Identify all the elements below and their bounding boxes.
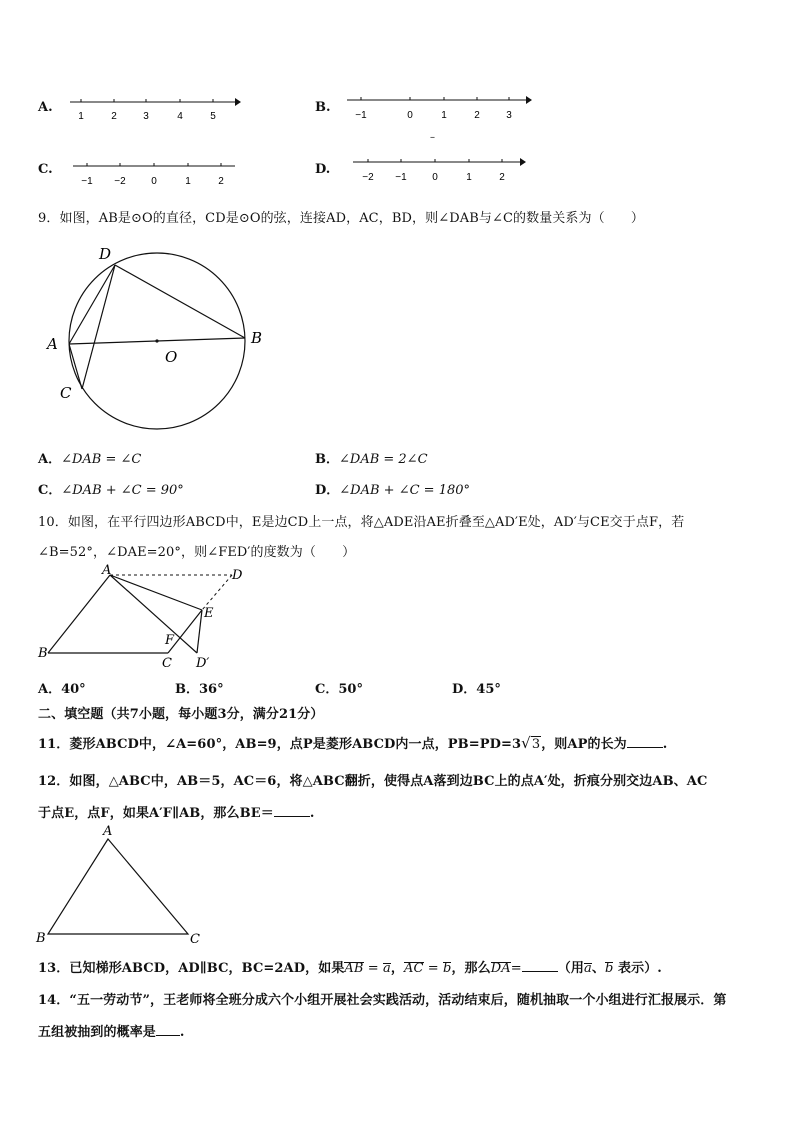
option-text: ∠DAB + ∠C = 180°: [339, 483, 471, 498]
label-b: B: [38, 646, 48, 661]
sqrt-symbol: √3: [521, 734, 541, 752]
tick-label: 0: [151, 176, 157, 187]
tick-label: 0: [407, 110, 413, 121]
label-a: A: [103, 824, 113, 839]
label-c: C: [162, 656, 172, 671]
q10-option-c: [315, 678, 363, 697]
q10-parallelogram-figure: [36, 562, 256, 674]
q8-option-b-label: B.: [315, 100, 331, 115]
option-label: D．: [315, 483, 340, 498]
vector-arrow-icon: [491, 962, 511, 963]
option-text: 50°: [338, 682, 363, 697]
tick-label: 2: [218, 176, 224, 187]
label-b: B: [251, 329, 263, 347]
q9-option-d: [315, 479, 470, 498]
q12-triangle-figure: [34, 822, 214, 948]
vector-arrow-label: AB: [344, 961, 364, 976]
q11-before: 11．菱形ABCD中，∠A=60°，AB=9，点P是菱形ABCD内一点，PB=PD=3: [38, 737, 522, 752]
option-text: ∠DAB = 2∠C: [339, 452, 428, 467]
vector-arrow-icon: [383, 963, 391, 964]
q13-text: [38, 957, 662, 976]
vector-arrow-icon: [344, 962, 363, 963]
q9-option-c: [38, 479, 184, 498]
stray-mark: –: [430, 132, 435, 143]
q11-text: [38, 733, 667, 752]
separator: 、: [591, 961, 605, 976]
tick-label: 1: [441, 110, 447, 121]
option-text: ∠DAB = ∠C: [61, 452, 142, 467]
label-c: C: [190, 932, 200, 947]
tick-label: −1: [395, 172, 407, 183]
vector-a: a: [583, 961, 592, 976]
tick-label: 2: [474, 110, 480, 121]
q14-line1: 14．“五一劳动节”，王老师将全班分成六个小组开展社会实践活动，活动结束后，随机抽取一个小组进行汇报展示．第: [38, 993, 727, 1008]
q8-option-d-number-line: [348, 154, 533, 188]
q10-option-d: [452, 678, 501, 697]
q12-end: .: [309, 806, 315, 821]
tick-label: 2: [499, 172, 505, 183]
label-d: D: [99, 245, 112, 263]
tick-label: 4: [177, 111, 183, 122]
q11-end: .: [662, 737, 668, 752]
q9-circle-figure: [40, 238, 280, 438]
option-label: A．: [38, 452, 62, 467]
option-label: B．: [315, 452, 339, 467]
tick-label: −2: [362, 172, 374, 183]
vector-arrow-label: AC: [404, 961, 424, 976]
q8-option-a-number-line: [65, 92, 245, 126]
tick-label: 1: [185, 176, 191, 187]
vector-arrow-icon: [443, 962, 451, 963]
q9-stem: 9．如图，AB是⊙O的直径，CD是⊙O的弦，连接AD，AC，BD，则∠DAB与∠C的数量关系为（ ）: [38, 211, 645, 226]
q12-line2: [38, 802, 314, 821]
q9-option-a: [38, 448, 141, 467]
label-b: B: [36, 931, 46, 946]
tick-label: −1: [355, 110, 367, 121]
tick-label: −1: [81, 176, 93, 187]
q12-line2-text: 于点E，点F，如果A′F∥AB，那么BE＝: [38, 806, 274, 821]
eq: =: [423, 961, 444, 976]
tick-label: 3: [143, 111, 149, 122]
section-title: 二、填空题（共7小题，每小题3分，满分21分）: [38, 707, 324, 722]
label-d-prime: D′: [196, 656, 210, 671]
answer-blank[interactable]: [156, 1035, 180, 1036]
tick-label: 1: [78, 111, 84, 122]
option-label: C．: [315, 682, 339, 697]
vector-arrow-icon: [605, 962, 613, 963]
option-label: A．: [38, 682, 62, 697]
option-text: ∠DAB + ∠C = 90°: [61, 483, 184, 498]
vector-b: b: [443, 961, 452, 976]
q10-stem-line1: 10．如图，在平行四边形ABCD中，E是边CD上一点，将△ADE沿AE折叠至△AD′E处，AD′与CE交于点F，若: [38, 515, 685, 530]
q14-line2: [38, 1021, 185, 1040]
q10-option-b: [175, 678, 224, 697]
option-label: D．: [452, 682, 477, 697]
vector-ac: [404, 961, 424, 976]
q8-option-c-label: C.: [38, 162, 53, 177]
vector-a: a: [383, 961, 391, 976]
label-c: C: [60, 384, 72, 402]
vector-da: [491, 961, 511, 976]
answer-blank[interactable]: [522, 971, 558, 972]
tick-label: 0: [432, 172, 438, 183]
option-text: 45°: [476, 682, 501, 697]
vector-arrow-icon: [404, 962, 424, 963]
q8-option-b-number-line: [342, 92, 542, 126]
label-a: A: [47, 335, 58, 353]
tick-label: −2: [114, 176, 126, 187]
eq: =: [510, 961, 522, 976]
label-e: E: [204, 606, 214, 621]
label-o: O: [165, 348, 178, 366]
answer-blank[interactable]: [627, 747, 663, 748]
q11-after: ，则AP的长为: [541, 737, 627, 752]
q13-part2: ，那么: [451, 961, 491, 976]
option-label: B．: [175, 682, 199, 697]
label-f: F: [165, 633, 175, 648]
tick-label: 1: [466, 172, 472, 183]
answer-blank[interactable]: [274, 816, 310, 817]
q13-part3: （用: [557, 961, 584, 976]
tick-label: 5: [210, 111, 216, 122]
eq: =: [363, 961, 384, 976]
vector-b: b: [604, 961, 614, 976]
comma: ，: [390, 961, 405, 976]
option-text: 36°: [199, 682, 224, 697]
q8-option-d-label: D.: [315, 162, 331, 177]
q14-line2-text: 五组被抽到的概率是: [38, 1025, 156, 1040]
label-d: D: [232, 568, 243, 583]
q8-option-a-label: A.: [38, 100, 53, 115]
q9-option-b: [315, 448, 428, 467]
tick-label: 2: [111, 111, 117, 122]
tick-label: 3: [506, 110, 512, 121]
q12-line1: 12．如图，△ABC中，AB＝5，AC＝6，将△ABC翻折，使得点A落到边BC上的点A′处，折痕分别交边AB、AC: [38, 774, 708, 789]
vector-ab: [344, 961, 363, 976]
option-label: C．: [38, 483, 62, 498]
q13-part1: 13．已知梯形ABCD，AD∥BC，BC=2AD，如果: [38, 961, 345, 976]
q13-part4: 表示）.: [613, 961, 662, 976]
q10-option-a: [38, 678, 86, 697]
q14-end: .: [179, 1025, 185, 1040]
q10-stem-line2: ∠B=52°，∠DAE=20°，则∠FED′的度数为（ ）: [38, 545, 356, 560]
vector-arrow-icon: [584, 963, 592, 964]
q8-option-c-number-line: [65, 157, 245, 191]
label-a: A: [102, 563, 112, 578]
sqrt-radicand: 3: [531, 737, 541, 752]
option-text: 40°: [61, 682, 86, 697]
vector-arrow-label: DA: [490, 961, 511, 976]
